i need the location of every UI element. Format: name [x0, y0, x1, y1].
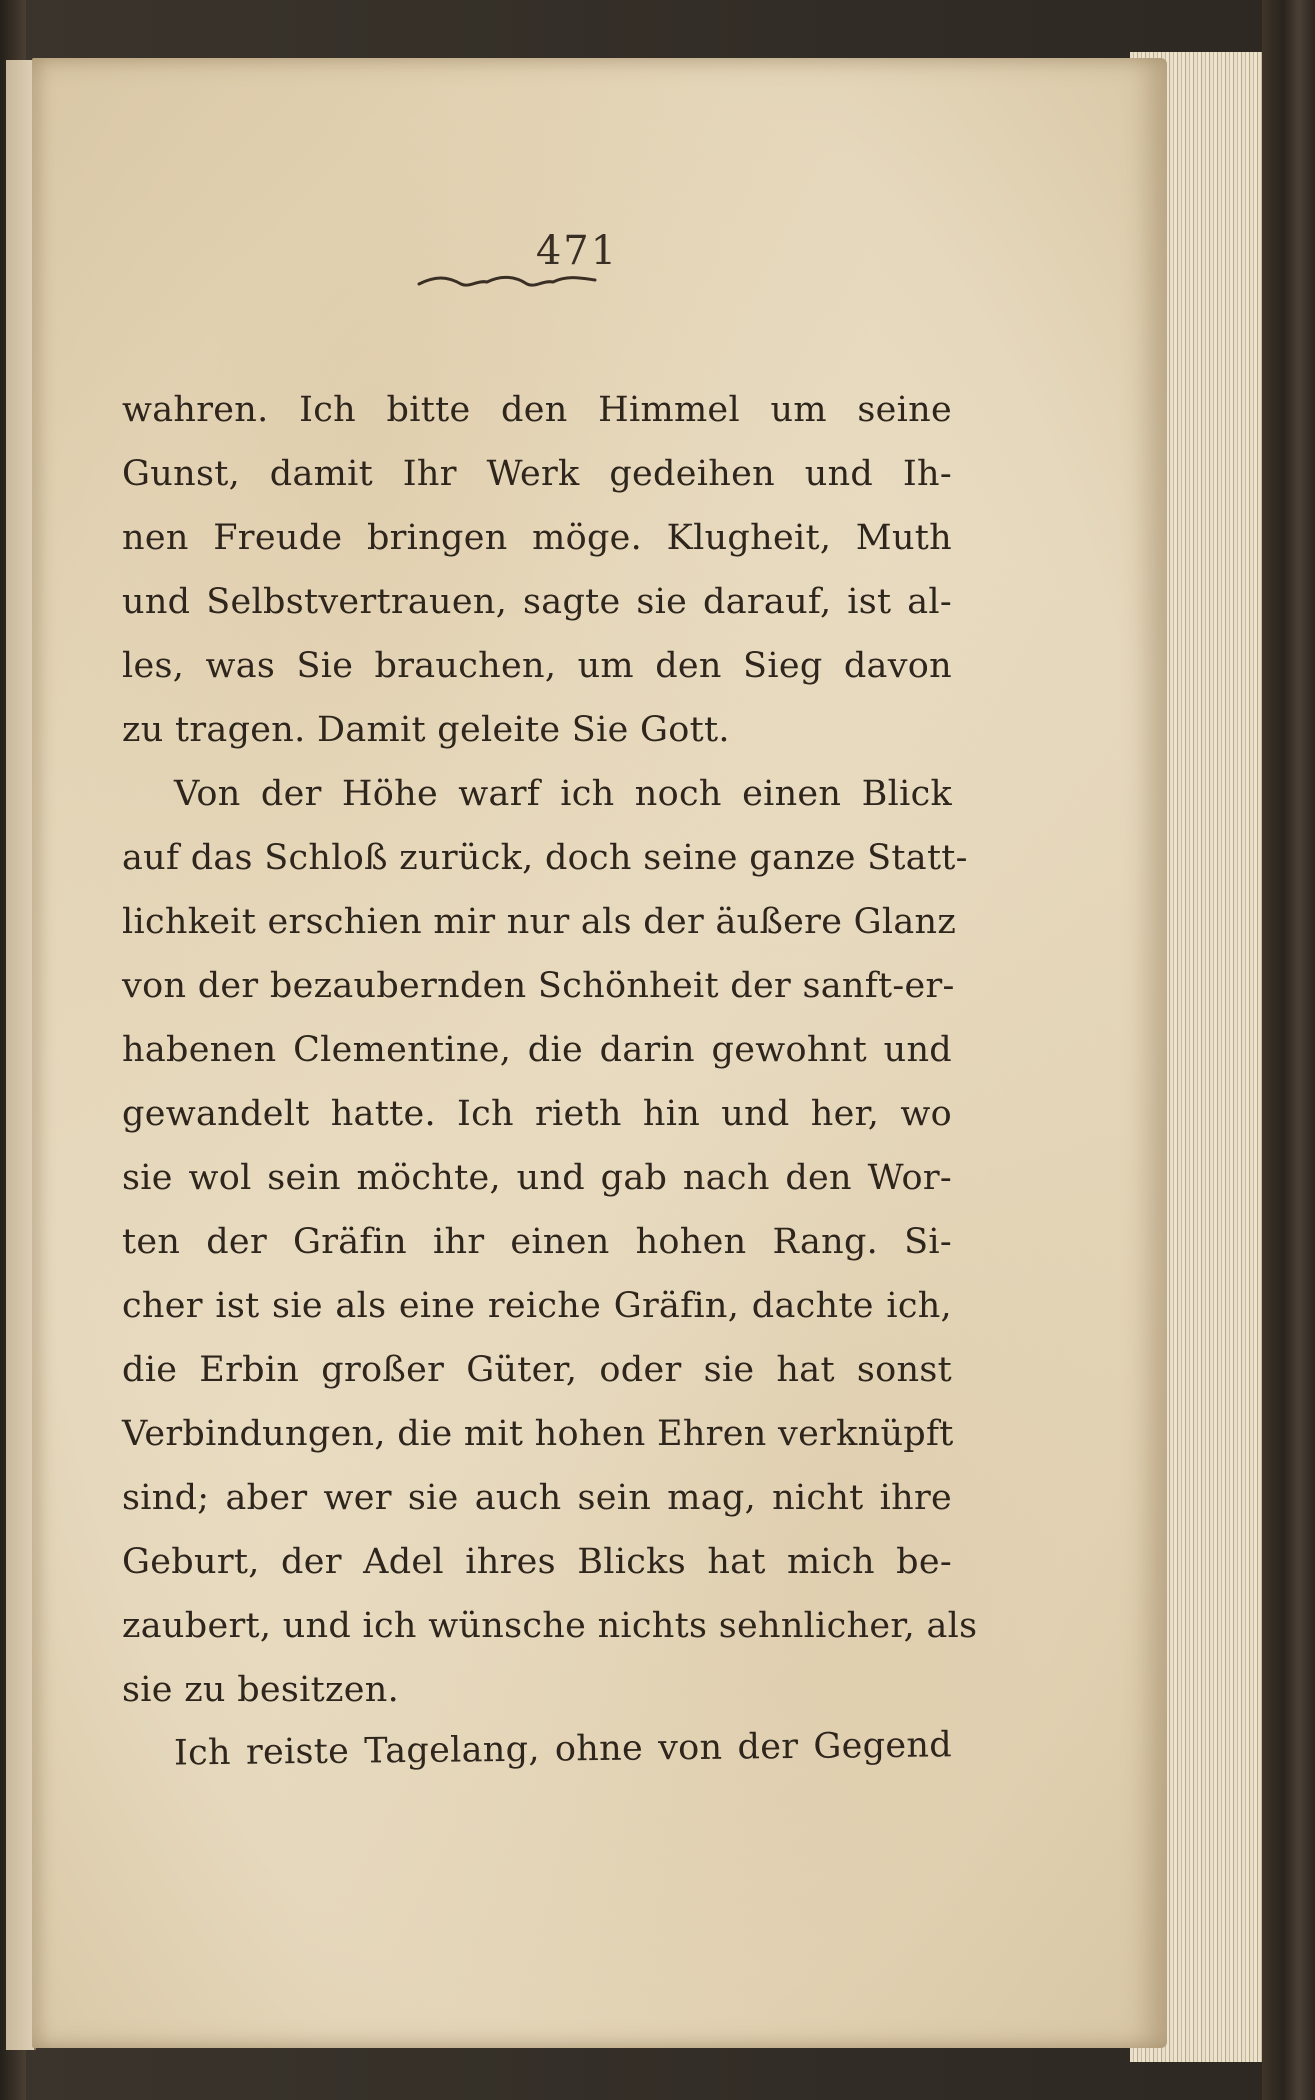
text-line: sie wol sein möchte, und gab nach den Wor- — [122, 1158, 952, 1198]
text-line: wahren. Ich bitte den Himmel um seine — [122, 390, 952, 430]
right-cover-edge — [1262, 0, 1315, 2100]
text-line: Von der Höhe warf ich noch einen Blick — [174, 774, 952, 814]
text-line: Geburt, der Adel ihres Blicks hat mich be- — [122, 1542, 952, 1582]
body-text — [122, 378, 978, 1786]
text-line: cher ist sie als eine reiche Gräfin, dachte ich, — [122, 1286, 952, 1326]
text-line: nen Freude bringen möge. Klugheit, Muth — [122, 518, 952, 558]
text-line: zu tragen. Damit geleite Sie Gott. — [122, 710, 730, 750]
text-line: lichkeit erschien mir nur als der äußere Glanz — [122, 902, 957, 942]
text-line: zaubert, und ich wünsche nichts sehnlicher, als — [122, 1606, 978, 1646]
text-line: und Selbstvertrauen, sagte sie darauf, ist al- — [122, 582, 952, 622]
text-line: habenen Clementine, die darin gewohnt und — [122, 1030, 952, 1070]
text-line: les, was Sie brauchen, um den Sieg davon — [122, 646, 952, 686]
text-line: Ich reiste Tagelang, ohne von der Gegend — [173, 1725, 953, 1774]
page-header — [32, 228, 1167, 294]
book-page — [32, 58, 1167, 2048]
flourish-ornament-icon — [417, 272, 597, 294]
text-line: die Erbin großer Güter, oder sie hat sonst — [122, 1350, 952, 1390]
text-line: sie zu besitzen. — [122, 1670, 400, 1710]
text-line: gewandelt hatte. Ich rieth hin und her, wo — [122, 1094, 952, 1134]
page-number: 471 — [535, 228, 619, 274]
text-line: Gunst, damit Ihr Werk gedeihen und Ih- — [122, 454, 952, 494]
text-line: Verbindungen, die mit hohen Ehren verknüpft — [122, 1414, 954, 1454]
text-line: auf das Schloß zurück, doch seine ganze Statt- — [122, 838, 968, 878]
text-line: sind; aber wer sie auch sein mag, nicht ihre — [122, 1478, 952, 1518]
text-line: von der bezaubernden Schönheit der sanft-er- — [122, 966, 955, 1006]
text-line: ten der Gräfin ihr einen hohen Rang. Si- — [122, 1222, 952, 1262]
